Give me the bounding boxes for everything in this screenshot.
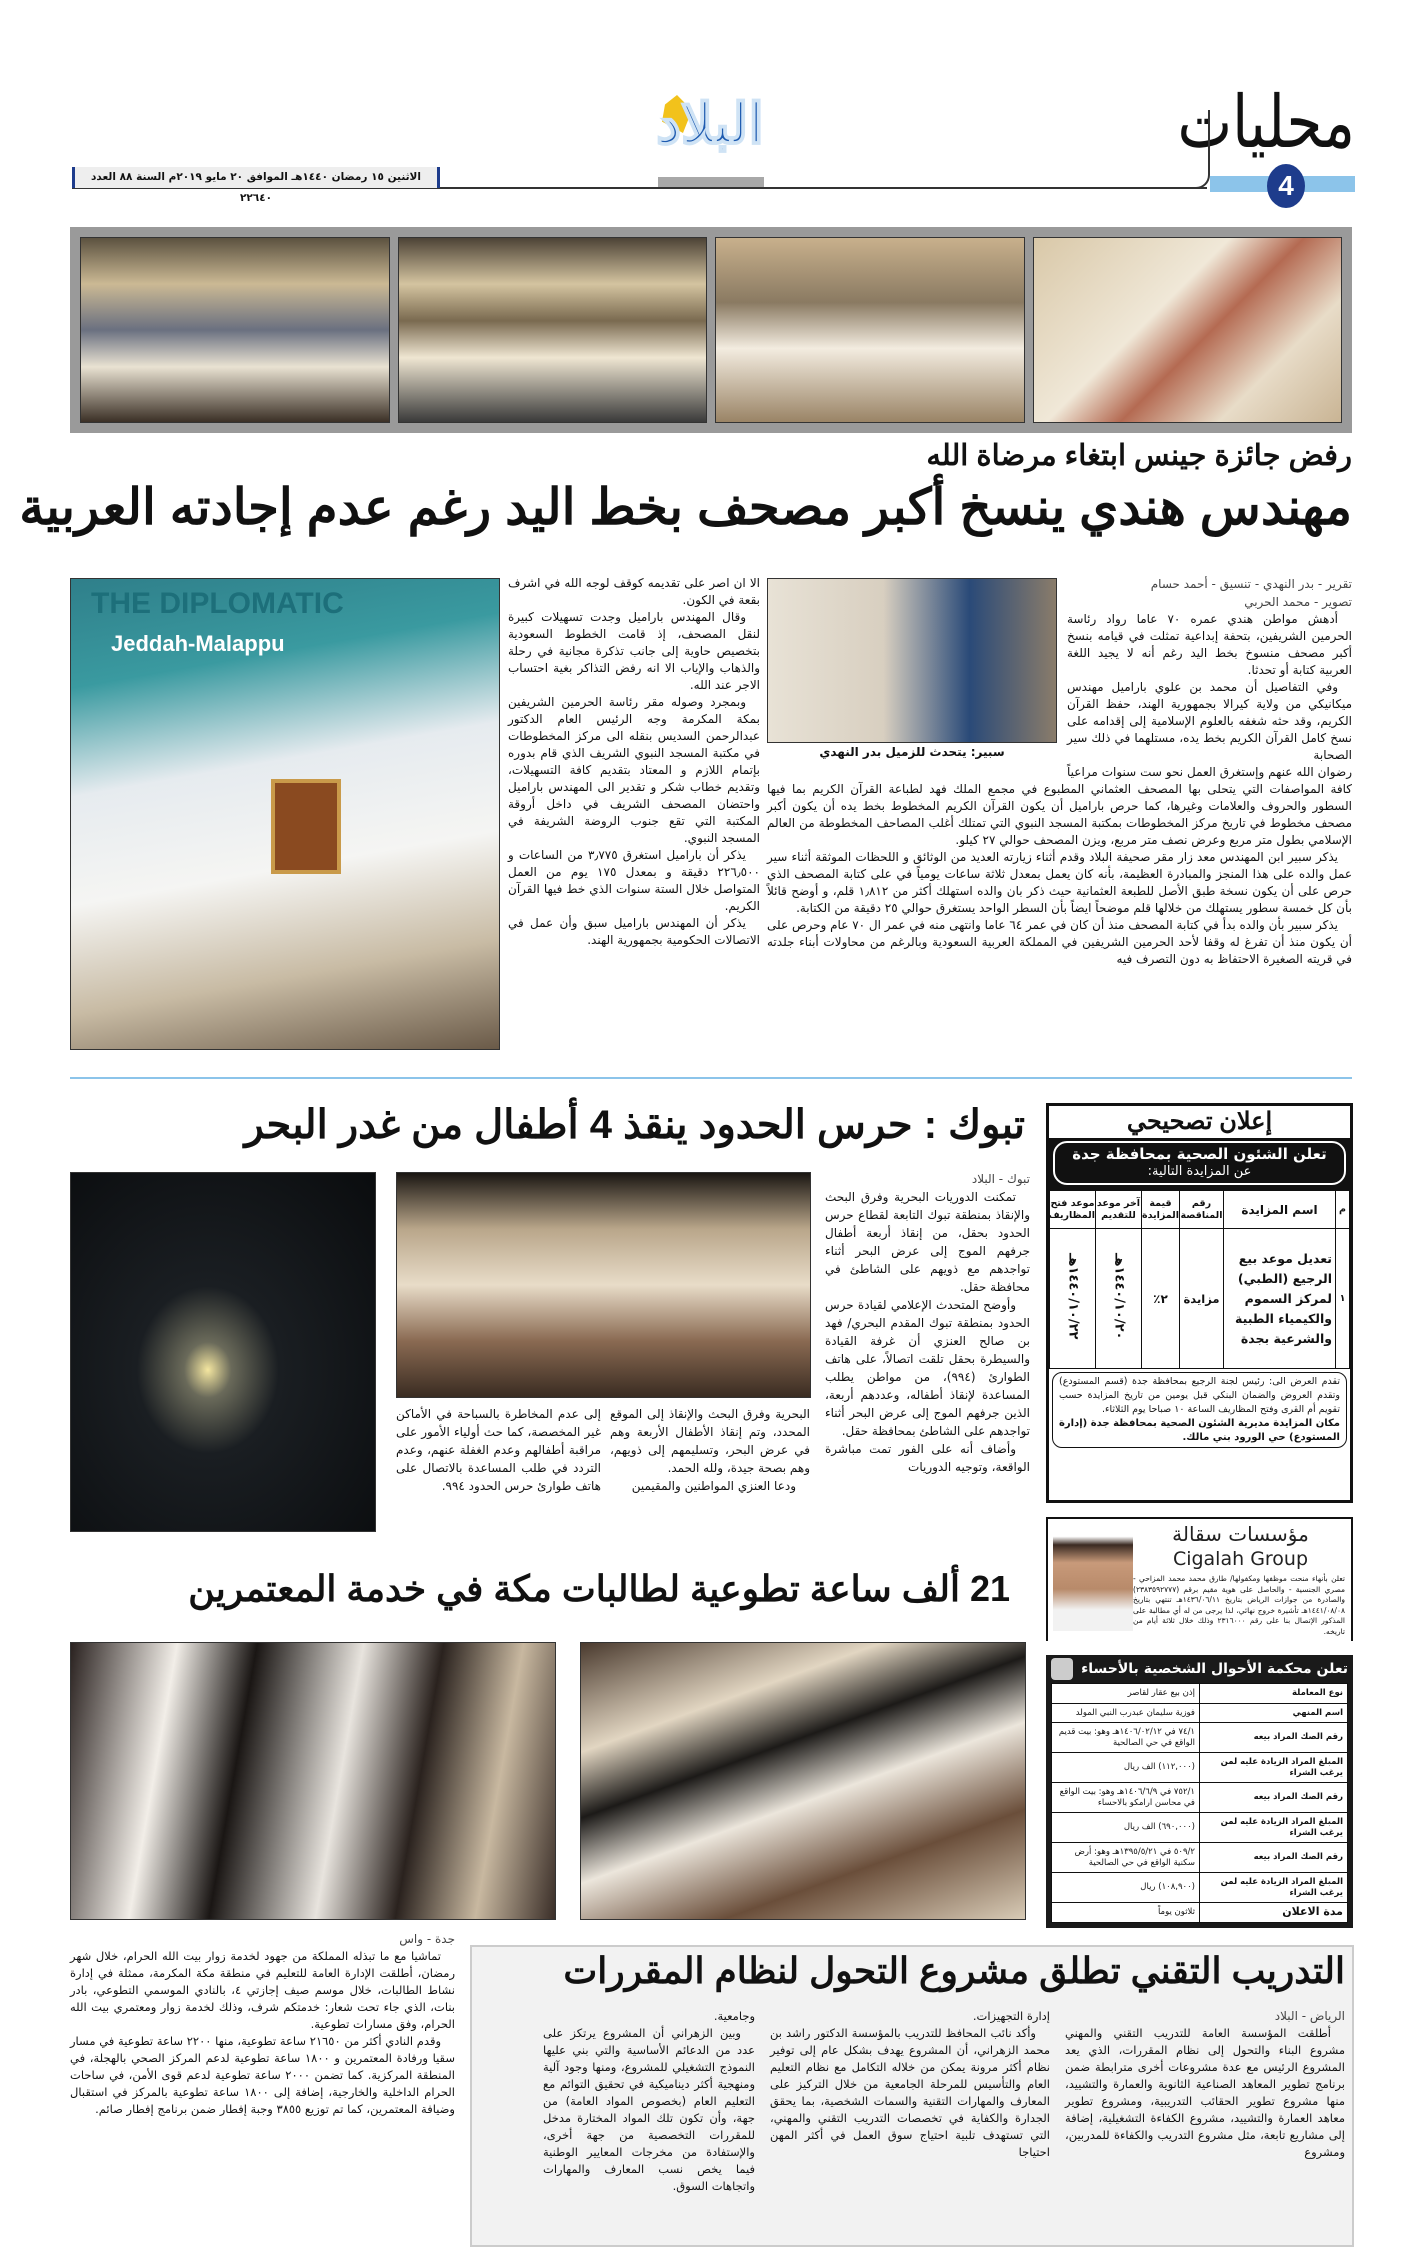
court-field-value: (٦٩٠,٠٠٠) الف ريال	[1052, 1813, 1200, 1843]
article4-byline: الرياض - البلاد	[1274, 2009, 1345, 2023]
paragraph: وبين الزهراني أن المشروع يرتكز على عدد من الدعائم الأساسية والتي بني عليها النموذج التشغيلي للمشروع، ومنها وجود آلية ومنهجية أكثر ديناميكية في تحقيق التوائم مع التعليم العام (بخصوص المواد العامة) من جهة، وأن تكون تلك المواد المختارة مدخل للمقررات التخصصية من جهة أخرى، والإستفادة من مخرجات المعايير الوطنية فيما يخص نسب المعارف والمهارات واتجاهات السوق.	[543, 2026, 755, 2193]
th: اسم المزايدة	[1224, 1191, 1336, 1229]
ad-sub: عن المزايدة التالية:	[1147, 1164, 1252, 1179]
th: قيمة المزايدة	[1142, 1191, 1180, 1229]
article3-headline: 21 ألف ساعة تطوعية لطالبات مكة في خدمة المعتمرين	[188, 1568, 1010, 1609]
court-table-row	[1052, 1873, 1348, 1903]
court-field-value: (١٠٨,٩٠٠) ريال	[1052, 1873, 1200, 1903]
byline: تقرير - بدر النهدي - تنسيق - أحمد حسام	[1150, 577, 1352, 591]
th: موعد فتح المظاريف	[1050, 1191, 1096, 1229]
th: رقم المناقصة	[1180, 1191, 1224, 1229]
article4-column-1	[1065, 2007, 1345, 2242]
photo-engineer-with-mushaf	[715, 237, 1025, 423]
td: مزايدة	[1180, 1229, 1224, 1369]
photo-caption: سبير: يتحدث للزميل بدر النهدي	[819, 745, 1005, 759]
paragraph: يذكر أن باراميل استغرق ٣٫٧٧٥ من الساعات و ٢٢٦٫٥٠٠ دقيقة و بمعدل ١٧٥ يوم من العمل المتواصل خلال الستة سنوات الذي خط فيها القرآن الكريم.	[508, 848, 760, 913]
interview-photo-block	[767, 578, 1057, 761]
court-field-value: ٥٠٩/٢ في ١٣٩٥/٥/٢١هـ وهو: أرض سكنية الواقع في حي الصالحية	[1052, 1843, 1200, 1873]
photo-calligrapher-writing	[1033, 237, 1343, 423]
td: ١	[1336, 1229, 1350, 1369]
ad-body: تعلن بأنهاء منحت موظفها ومكفولها/ طارق محمد محمد المزاحي - مصري الجنسية - والحاصل على هوية مقيم برقم (٢٣٨٣٥٩٢٧٧٧) والصادرة من جوازات الرياض بتاريخ ١٤٣٦/٠٦/١١هـ تنتهي بتاريخ ١٤٤١/٠٨/٠٨هـ تأشيرة خروج نهائي، لذا يرجى من له أي مطالبة على المذكور الإتصال بنا على رقم ٢٣١٦٠٠٠ وذلك خلال ثلاثة أيام من تاريخه.	[1133, 1574, 1346, 1636]
ad-place: مكان المزايدة مديرية الشئون الصحية بمحافظة جدة (إدارة المستودع) حي الورود بني مالك.	[1059, 1418, 1340, 1443]
court-field-label: المبلغ المراد الزيادة عليه لمن يرغب الشراء	[1200, 1813, 1348, 1843]
court-field-value: (١١٢,٠٠٠) الف ريال	[1052, 1753, 1200, 1783]
ad-court	[1046, 1655, 1353, 1928]
court-table-row	[1052, 1684, 1348, 1704]
court-field-label: مدة الاعلان	[1200, 1903, 1348, 1923]
logo-text: البلاد	[656, 92, 764, 155]
paragraph: يذكر أن المهندس باراميل سبق وأن عمل في الاتصالات الحكومية بجمهورية الهند.	[508, 916, 760, 947]
court-field-label: نوع المعاملة	[1200, 1684, 1348, 1704]
photo-volunteers-2	[580, 1642, 1026, 1920]
paragraph: وبمجرد وصوله مقر رئاسة الحرمين الشريفين بمكة المكرمة وجه الرئيس العام الدكتور عبدالرحمن السديس بنقله الى مركز المخطوطات في مكتبة المسجد النبوي الشريف الذي قام بدوره بإتمام اللازم و المعتاد بتقديم كافة التسهيلات، وتقديم خطاب شكر و تقدير الى المهندس باراميل واحتضان المصحف الشريف في داخل أروقة المكتبة التي تقع جنوب الروضة الشريفة في المسجد النبوي.	[508, 695, 760, 845]
award-plaque	[271, 779, 341, 874]
th: م	[1336, 1191, 1350, 1229]
section-divider	[70, 1077, 1352, 1079]
ad-notes: تقدم العرض الى: رئيس لجنة الرجيع بمحافظة جدة (قسم المستودع) وتقدم العروض والضمان البنكي قبل يومين من تاريخ المزايدة حسب تقويم أم القرى وفتح المظاريف الساعة ١٠ صباحا يوم الثلاثاء.	[1059, 1376, 1340, 1415]
court-field-label: المبلغ المراد الزيادة عليه لمن يرغب الشراء	[1200, 1753, 1348, 1783]
paragraph: يذكر سبير بأن والده بدأ في كتابة المصحف منذ أن كان في عمر ٦٤ عاما وانتهى منه في عمر ال ٧٠ عام وحرص على أن يكون منذ أن تفرغ له وقفا لأحد الحرمين الشريفين في المملكة العربية السعودية وبالرغم من محاولات أبناء جلدته في قريته الصغيرة الاحتفاظ به دون التصرف فيه	[767, 918, 1352, 966]
paragraph: أطلقت المؤسسة العامة للتدريب التقني والمهني مشروع البناء والتحول إلى نظام المقررات، الذي يعد المشروع الرئيس مع عدة مشروعات أخرى مترابطة ضمن برنامج تطوير المعاهد الصناعية الثانوية والعمارة والتشييد، منها مشروع تطوير الحقائب التدريبية، ومشروع تطوير معاهد العمارة والتشييد، مشروع الكفاءة التشغيلية، إضافة إلى مشاريع تابعة، مثل مشروع التدريب والكفاءة للمدربين، ومشروع	[1065, 2026, 1345, 2159]
article3-byline: جدة - واس	[399, 1932, 455, 1946]
td: تعديل موعد بيع الرجيع (الطبي) لمركز السموم والكيمياء الطبية والشرعية بجدة	[1224, 1229, 1336, 1369]
photo-family-with-mushaf	[80, 237, 390, 423]
th: آخر موعد للتقديم	[1096, 1191, 1142, 1229]
ad-cigalah	[1046, 1517, 1353, 1641]
article3-body	[70, 1930, 455, 2245]
paragraph: وأوضح المتحدث الإعلامي لقيادة حرس الحدود بمنطقة تبوك المقدم البحري/ فهد بن صالح العنزي أن غرفة القيادة والسيطرة بحقل تلقت اتصالاً، على هاتف الطوارئ (٩٩٤)، من مواطن يطلب المساعدة لإنقاذ أطفاله، وعددهم أربعة، الذين جرفهم الموج إلى عرض البحر أثناء تواجدهم على الشاطئ بمحافظة حقل.	[825, 1298, 1030, 1438]
paragraph: وفي التفاصيل أن محمد بن علوي باراميل مهندس ميكانيكي من ولاية كيرالا بجمهورية الهند، حفظ القرآن الكريم، وقد حثه شغفه بالعلوم الإسلامية إلى إقدامه على نسخ كامل القرآن الكريم بخط يده، مستلهما في ذلك سير الصحابة	[1067, 680, 1352, 762]
ad-org: تعلن الشئون الصحية بمحافظة جدة	[1072, 1145, 1327, 1163]
court-table-row	[1052, 1753, 1348, 1783]
paragraph: وقال المهندس باراميل وجدت تسهيلات كبيرة لنقل المصحف، إذ قامت الخطوط السعودية بتخصيص حاوية إلى جانب تذكرة مجانية في رحلة والذهاب والإياب الا انه رفض التذاكر بغية احتساب الاجر عند الله.	[508, 610, 760, 692]
court-field-value: ٧٤/١ في ١٤٠٦/٠٢/١٢هـ وهو: بيت قديم الواقع في حي الصالحية	[1052, 1723, 1200, 1753]
page-number-badge: 4	[1267, 164, 1305, 208]
photo-rescued-children	[396, 1172, 811, 1398]
court-table	[1051, 1683, 1348, 1923]
paragraph: البحرية وفرق البحث والإنقاذ إلى الموقع المحدد، وتم إنقاذ الأطفال الأربعة وهم في عرض البحر، وتسليمهم إلى ذويهم، وهم بصحة جيدة، ولله الحمد.	[610, 1407, 810, 1475]
court-field-value: ٧٥٢/١ في ١٤٠٦/٦/٩هـ وهو: بيت الواقع في محاسن ارامكو بالاحساء	[1052, 1783, 1200, 1813]
photo-night-rescue-boat	[70, 1172, 376, 1532]
td: ٢٪	[1142, 1229, 1180, 1369]
court-field-label: اسم المنهي	[1200, 1703, 1348, 1723]
header-rule-curve	[1180, 110, 1210, 189]
paragraph: إدارة التجهيزات.	[972, 2009, 1050, 2023]
paragraph: الا ان اصر على تقديمه كوقف لوجه الله في اشرف بقعة في الكون.	[508, 576, 760, 607]
article2-column-3	[396, 1405, 601, 1540]
paragraph: رضوان الله عنهم وإستغرق العمل نحو ست سنوات مراعياً كافة المواصفات التي يتحلى بها المصحف العثماني المطبوع في مجمع الملك فهد لطباعة القرآن الكريم بما فيها السطور والحروف والعلامات وغيرها، كما حرص باراميل أن يكون القرآن الكريم المخطوط بخط يده أن يكون أكبر مصحف مخطوط في تاريخ مركز المخطوطات بمكتبة المسجد النبوي التي تمتلك أغلب المصاحف المخطوطة من العالم الإسلامي بطول متر مربع وعرض نصف متر مربع، ويزن المصحف حوالي ٢٧ كيلو.	[767, 765, 1352, 847]
article1-middle-column	[508, 575, 760, 1060]
court-table-row	[1052, 1813, 1348, 1843]
article1-main-flow	[767, 575, 1352, 1070]
court-field-label: رقم الصك المراد بيعه	[1200, 1783, 1348, 1813]
article2-column-2	[610, 1405, 810, 1540]
paragraph: وجامعية.	[713, 2009, 755, 2023]
court-ad-header	[1051, 1655, 1348, 1683]
paragraph: أدهش مواطن هندي عمره ٧٠ عاما رواد رئاسة الحرمين الشريفين، بتحفة إبداعية تمثلت في قيامه بنسخ أكبر مصحف منسوخ بخط اليد رغم أنه لا يجيد اللغة العربية كتابة أو تحدثا.	[1067, 612, 1352, 677]
article1-kicker: رفض جائزة جينس ابتغاء مرضاة الله	[926, 440, 1352, 472]
court-table-row	[1052, 1903, 1348, 1923]
court-field-value: ثلاثون يوماً	[1052, 1903, 1200, 1923]
paragraph: إلى عدم المخاطرة بالسباحة في الأماكن غير المخصصة، كما حث أولياء الأمور على مراقبة أطفالهم وعدم الغفلة عنهم، وعدم التردد في طلب المساعدة بالاتصال على هاتف طوارئ حرس الحدود ٩٩٤.	[396, 1407, 601, 1493]
ad-org-banner	[1049, 1138, 1350, 1190]
photo-volunteers-1	[70, 1642, 556, 1920]
court-table-row	[1052, 1723, 1348, 1753]
person-photo	[1053, 1526, 1133, 1631]
article2-byline: تبوك - البلاد	[971, 1172, 1030, 1186]
court-ad-title: تعلن محكمة الأحوال الشخصية بالأحساء	[1081, 1661, 1348, 1677]
photo-interview	[767, 578, 1057, 743]
newspaper-logo	[640, 92, 780, 170]
paragraph: تمكنت الدوريات البحرية وفرق البحث والإنقاذ بمنطقة تبوك التابعة لقطاع حرس الحدود بحقل، من إنقاذ أربعة أطفال جرفهم الموج إلى عرض البحر أثناء تواجدهم مع ذويهم على الشاطئ في محافظة حقل.	[825, 1190, 1030, 1294]
article4-column-2	[770, 2008, 1050, 2243]
court-table-row	[1052, 1843, 1348, 1873]
company-name-en: Cigalah Group	[1172, 1548, 1309, 1570]
court-field-label: رقم الصك المراد بيعه	[1200, 1723, 1348, 1753]
photo-mushaf-display	[398, 237, 708, 423]
ad-notes-box	[1052, 1372, 1347, 1448]
court-field-label: المبلغ المراد الزيادة عليه لمن يرغب الشراء	[1200, 1873, 1348, 1903]
ad-correction	[1046, 1103, 1353, 1503]
paragraph: وأكد نائب المحافظ للتدريب بالمؤسسة الدكتور راشد بن محمد الزهراني، أن المشروع يهدف بشكل عام إلى توفير نظام أكثر مرونة يمكن من خلاله التكامل مع نظام التعليم العام والتأسيس للمرحلة الجامعية من خلال التركيز على المعارف والمهارات التقنية والسمات الشخصية، بما يحقق الجدارة والكفاية في تخصصات التدريب التقني والمهني، التي تستهدف تلبية احتياج سوق العمل في أكثر المهن احتياجا	[770, 2026, 1050, 2159]
company-name-ar: مؤسسات سقالة	[1172, 1522, 1309, 1546]
paragraph: ودعا العنزي المواطنين والمقيمين	[631, 1479, 796, 1493]
court-field-label: رقم الصك المراد بيعه	[1200, 1843, 1348, 1873]
auction-table	[1049, 1190, 1350, 1369]
court-emblem-icon	[1051, 1658, 1073, 1680]
dateline-bar: الاثنين ١٥ رمضان ١٤٤٠هـ الموافق ٢٠ مايو ٢٠١٩م السنة ٨٨ العدد ٢٢٦٤٠	[72, 167, 440, 188]
banner-text: THE DIPLOMATIC	[91, 587, 344, 620]
article2-column-1	[825, 1170, 1030, 1540]
paragraph: تماشيا مع ما تبذله المملكة من جهود لخدمة زوار بيت الله الحرام، خلال شهر رمضان، أطلقت الإدارة العامة للتعليم في منطقة مكة المكرمة، ممثلة في إدارة نشاط الطالبات، خلال موسم صيف إجازتي ٤، بالنادي الموسمي التطوعي، بادر بنات، الذي جاء تحت شعار: خدمتكم شرف، وذلك لخدمة زوار ومعتمري بيت الله الحرام، وفق مسارات تطوعية.	[70, 1949, 455, 2031]
banner-text-2: Jeddah-Malappu	[111, 631, 285, 656]
td	[1050, 1229, 1096, 1369]
photo-award-ceremony	[70, 578, 500, 1050]
court-field-value: فوزية سليمان عبدرب النبي المولد	[1052, 1703, 1200, 1723]
article4-headline: التدريب التقني تطلق مشروع التحول لنظام المقررات	[563, 1950, 1345, 1991]
article2-headline: تبوك : حرس الحدود ينقذ 4 أطفال من غدر البحر	[244, 1103, 1025, 1147]
paragraph: وقدم النادي أكثر من ٢١٦٥٠ ساعة تطوعية، منها ٢٢٠٠ ساعة تطوعية في مسار سقيا ورفادة المعتمرين و ١٨٠٠ ساعة تطوعية لدعم المركز الصحي بالهجلة، في المنطقة المركزية. كما تضمن ٢٠٠٠ ساعة تطوعية لدعم قوى الأمن، في ساحات الحرام الداخلية والخارجية، إضافة إلى ١٨٠٠ ساعة تطوعية بالمركز في استقبال وضيافة المعتمرين، كما تم توزيع ٣٨٥٥ وجبة إفطار ضمن برنامج إفطار صائم.	[70, 2034, 456, 2116]
paragraph: وأضاف أنه على الفور تمت مباشرة الواقعة، وتوجيه الدوريات	[825, 1442, 1030, 1474]
photo-credit: تصوير - محمد الحربي	[1244, 595, 1352, 609]
logo-underbar	[658, 177, 764, 187]
td	[1096, 1229, 1142, 1369]
date: ١٤٤٠/١٠/٢٠هـ	[1111, 1253, 1127, 1340]
court-field-value: إذن بيع عقار لقاصر	[1052, 1684, 1200, 1704]
article4-column-3	[543, 2008, 755, 2243]
court-table-row	[1052, 1783, 1348, 1813]
court-table-row	[1052, 1703, 1348, 1723]
paragraph: يذكر سبير ابن المهندس معد زار مقر صحيفة البلاد وقدم أثناء زيارته العديد من الوثائق و اللحظات الموثقة أثناء سير عمل والده على هذا المنجز والمبادرة العظيمة، بأنه كان يعمل بمعدل ثلاثة ساعات يومياً في على كتابة المصحف الذي حرص على أن يكون نسخة طبق الأصل للطبعة العثمانية حيث ذكر بان والده استهلك أكثر من ١٫٨١٢ قلم، و أوضح قائلاً بأن كل خمسة سطور يستهلك من خلالها قلم موضحاً ايضاً بأن السطر الواحد يستغرق حوالي ٢٥ دقيقة من الكتابة.	[767, 850, 1353, 915]
ad-title: إعلان تصحيحي	[1126, 1108, 1273, 1135]
date: ١٤٤٠/١٠/٢٢هـ	[1065, 1253, 1081, 1340]
section-title: محليات	[1177, 82, 1355, 164]
photo-strip	[70, 227, 1352, 433]
article1-headline: مهندس هندي ينسخ أكبر مصحف بخط اليد رغم عدم إجادته العربية	[19, 479, 1352, 535]
